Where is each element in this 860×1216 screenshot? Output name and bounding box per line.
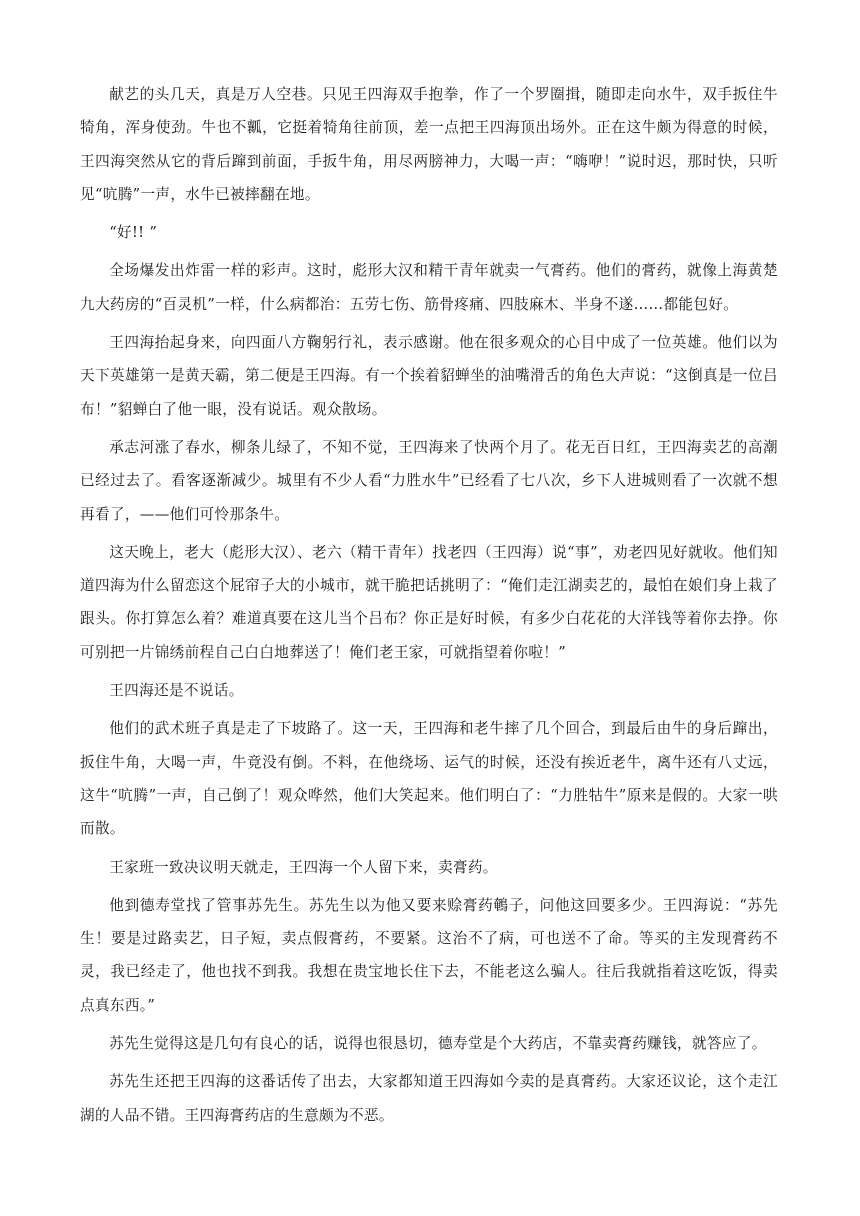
paragraph-5: 承志河涨了春水，柳条儿绿了，不知不觉，王四海来了快两个月了。花无百日红，王四海卖艺的高潮已经过去了。看客逐渐减少。城里有不少人看“力胜水牛”已经看了七八次，乡下人进城则看了一次就不想再看了，——他们可怜那条牛。 <box>80 438 778 523</box>
paragraph-6: 这天晚上，老大（彪形大汉）、老六（精干青年）找老四（王四海）说“事”，劝老四见好就收。他们知道四海为什么留恋这个屁帘子大的小城市，就干脆把话挑明了：“俺们走江湖卖艺的，最怕在娘们身上栽了跟头。你打算怎么着？难道真要在这儿当个吕布？你正是好时候，有多少白花花的大洋钱等着你去挣。你可别把一片锦绣前程自己白白地葬送了！俺们老王家，可就指望着你啦！” <box>80 543 778 661</box>
paragraph-1: 献艺的头几天，真是万人空巷。只见王四海双手抱拳，作了一个罗圈揖，随即走向水牛，双手扳住牛犄角，浑身使劲。牛也不瓤，它挺着犄角往前顶，差一点把王四海顶出场外。正在这牛颇为得意的时候，王四海突然从它的背后蹿到前面，手扳牛角，用尽两膀神力，大喝一声：“嗨咿！”说时迟，那时快，只听见“吭腾”一声，水牛已被摔翻在地。 <box>80 86 778 203</box>
paragraph-9: 王家班一致决议明天就走，王四海一个人留下来，卖膏药。 <box>109 858 498 876</box>
paragraph-11: 苏先生觉得这是几句有良心的话，说得也很恳切，德寿堂是个大药店，不靠卖膏药赚钱，就答应了。 <box>109 1035 767 1053</box>
paragraph-10: 他到德寿堂找了管事苏先生。苏先生以为他又要来赊膏药鵪子，问他这回要多少。王四海说：“苏先生！要是过路卖艺，日子短，卖点假膏药，不要紧。这治不了病，可也送不了命。等买的主发现膏药不灵，我已经走了，他也找不到我。我想在贵宝地长住下去，不能老这么骗人。往后我就指着这吃饭，得卖点真东西。” <box>80 896 778 1014</box>
paragraph-3: 全场爆发出炸雷一样的彩声。这时，彪形大汉和精干青年就卖一气膏药。他们的膏药，就像上海黄楚九大药房的“百灵机”一样，什么病都治：五劳七伤、筋骨疼痛、四肢麻木、半身不遂……都能包好。 <box>80 262 778 313</box>
paragraph-7: 王四海还是不说话。 <box>109 682 244 700</box>
paragraph-8: 他们的武术班子真是走了下坡路了。这一天，王四海和老牛摔了几个回合，到最后由牛的身后蹿出，扳住牛角，大喝一声，牛竟没有倒。不料，在他绕场、运气的时候，还没有挨近老牛，离牛还有八丈远，这牛“吭腾”一声，自己倒了！观众哗然，他们大笑起来。他们明白了：“力胜牯牛”原来是假的。大家一哄而散。 <box>80 720 778 838</box>
document-body <box>80 78 778 1137</box>
paragraph-12: 苏先生还把王四海的这番话传了出去，大家都知道王四海如今卖的是真膏药。大家还议论，这个走江湖的人品不错。王四海膏药店的生意颇为不恶。 <box>80 1073 778 1124</box>
paragraph-4: 王四海抬起身来，向四面八方鞠躬行礼，表示感谢。他在很多观众的心目中成了一位英雄。他们以为天下英雄第一是黄天霸，第二便是王四海。有一个挨着貂蝉坐的油嘴滑舌的角色大声说：“这倒真是一位吕布！”貂蝉白了他一眼，没有说话。观众散场。 <box>80 334 778 418</box>
paragraph-2: “好!! ” <box>109 224 158 242</box>
